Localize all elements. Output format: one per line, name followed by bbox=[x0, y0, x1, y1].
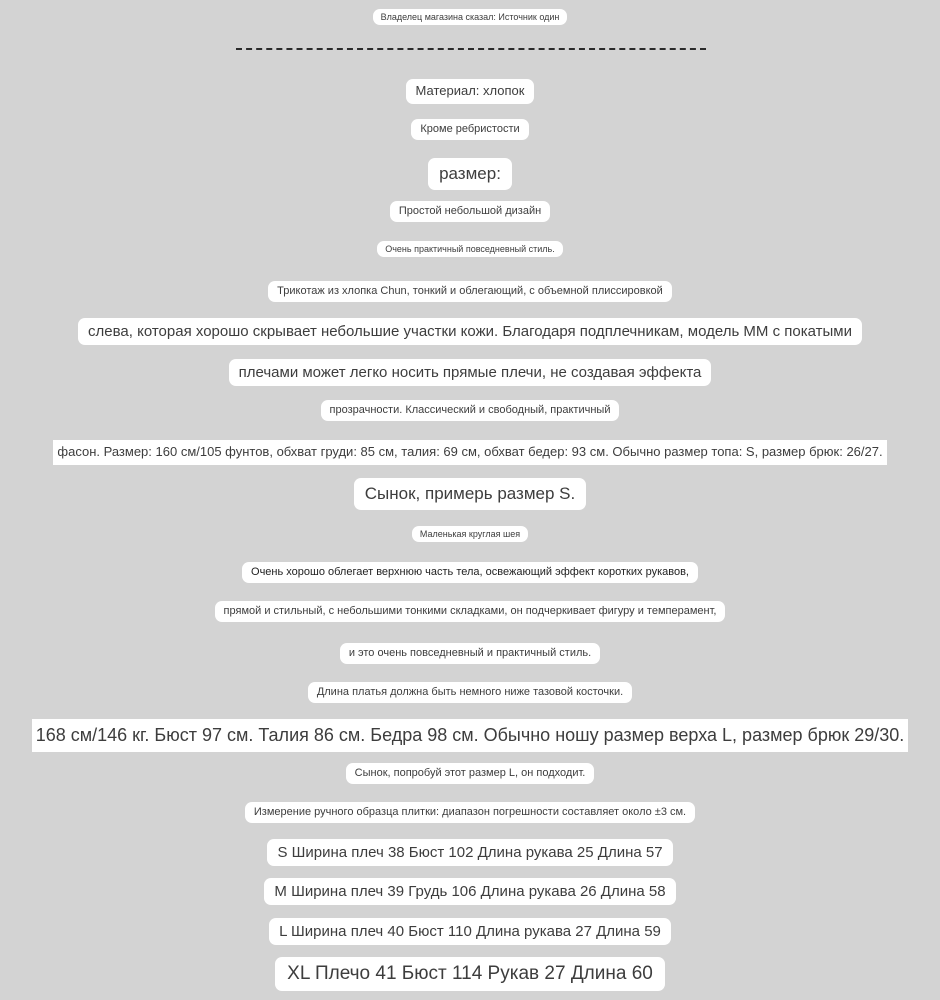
neck-line: Маленькая круглая шея bbox=[412, 526, 528, 542]
size-row bbox=[0, 918, 940, 945]
line-row bbox=[0, 400, 940, 421]
line-row bbox=[0, 440, 940, 465]
line-row bbox=[0, 478, 940, 510]
measurement-note: Измерение ручного образца плитки: диапазон погрешности составляет около ±3 см. bbox=[245, 802, 695, 823]
size-xl-spec: XL Плечо 41 Бюст 114 Рукав 27 Длина 60 bbox=[275, 957, 665, 991]
size-s-spec: S Ширина плеч 38 Бюст 102 Длина рукава 25 Длина 57 bbox=[267, 839, 672, 866]
length-line: Длина платья должна быть немного ниже тазовой косточки. bbox=[308, 682, 632, 703]
line-row bbox=[0, 763, 940, 784]
line-row bbox=[0, 643, 940, 664]
line-row bbox=[0, 318, 940, 345]
line-row bbox=[0, 79, 940, 104]
size-row bbox=[0, 878, 940, 905]
style-line: Очень практичный повседневный стиль. bbox=[377, 241, 563, 257]
source-note: Владелец магазина сказал: Источник один bbox=[373, 9, 568, 25]
description-line-3: плечами может легко носить прямые плечи, не создавая эффекта bbox=[229, 359, 712, 386]
line-row bbox=[0, 682, 940, 703]
line-row bbox=[0, 359, 940, 386]
size-row bbox=[0, 957, 940, 991]
line-row bbox=[0, 119, 940, 140]
line-row bbox=[0, 241, 940, 257]
line-row bbox=[0, 719, 940, 752]
fit-line-1: Очень хорошо облегает верхнюю часть тела, освежающий эффект коротких рукавов, bbox=[242, 562, 698, 583]
size-m-spec: M Ширина плеч 39 Грудь 106 Длина рукава 26 Длина 58 bbox=[264, 878, 675, 905]
size-l-spec: L Ширина плеч 40 Бюст 110 Длина рукава 27 Длина 59 bbox=[269, 918, 671, 945]
size-row bbox=[0, 839, 940, 866]
line-row bbox=[0, 526, 940, 542]
try-size-l: Сынок, попробуй этот размер L, он подходит. bbox=[346, 763, 595, 784]
material-line: Материал: хлопок bbox=[406, 79, 535, 104]
design-line: Простой небольшой дизайн bbox=[390, 201, 550, 222]
line-row bbox=[0, 281, 940, 302]
description-line-1: Трикотаж из хлопка Chun, тонкий и облегающий, с объемной плиссировкой bbox=[268, 281, 672, 302]
ribbing-line: Кроме ребристости bbox=[411, 119, 528, 140]
line-row bbox=[0, 562, 940, 583]
line-row bbox=[0, 158, 940, 190]
model-s-measurements: фасон. Размер: 160 см/105 фунтов, обхват груди: 85 см, талия: 69 см, обхват бедер: 93 см. Обычно размер топа: S, размер брюк: 26/27. bbox=[53, 440, 886, 465]
line-row bbox=[0, 201, 940, 222]
description-line-2: слева, которая хорошо скрывает небольшие участки кожи. Благодаря подплечникам, модель ММ с покатыми bbox=[78, 318, 862, 345]
source-row bbox=[0, 9, 940, 25]
model-l-measurements: 168 см/146 кг. Бюст 97 см. Талия 86 см. Бедра 98 см. Обычно ношу размер верха L, размер брюк 29/30. bbox=[32, 719, 909, 752]
description-line-4: прозрачности. Классический и свободный, практичный bbox=[321, 400, 620, 421]
line-row bbox=[0, 802, 940, 823]
fit-line-3: и это очень повседневный и практичный стиль. bbox=[340, 643, 600, 664]
size-heading: размер: bbox=[428, 158, 512, 190]
line-row bbox=[0, 601, 940, 622]
try-size-s: Сынок, примерь размер S. bbox=[354, 478, 586, 510]
dashed-divider bbox=[236, 48, 706, 50]
fit-line-2: прямой и стильный, с небольшими тонкими складками, он подчеркивает фигуру и темперамент, bbox=[215, 601, 726, 622]
